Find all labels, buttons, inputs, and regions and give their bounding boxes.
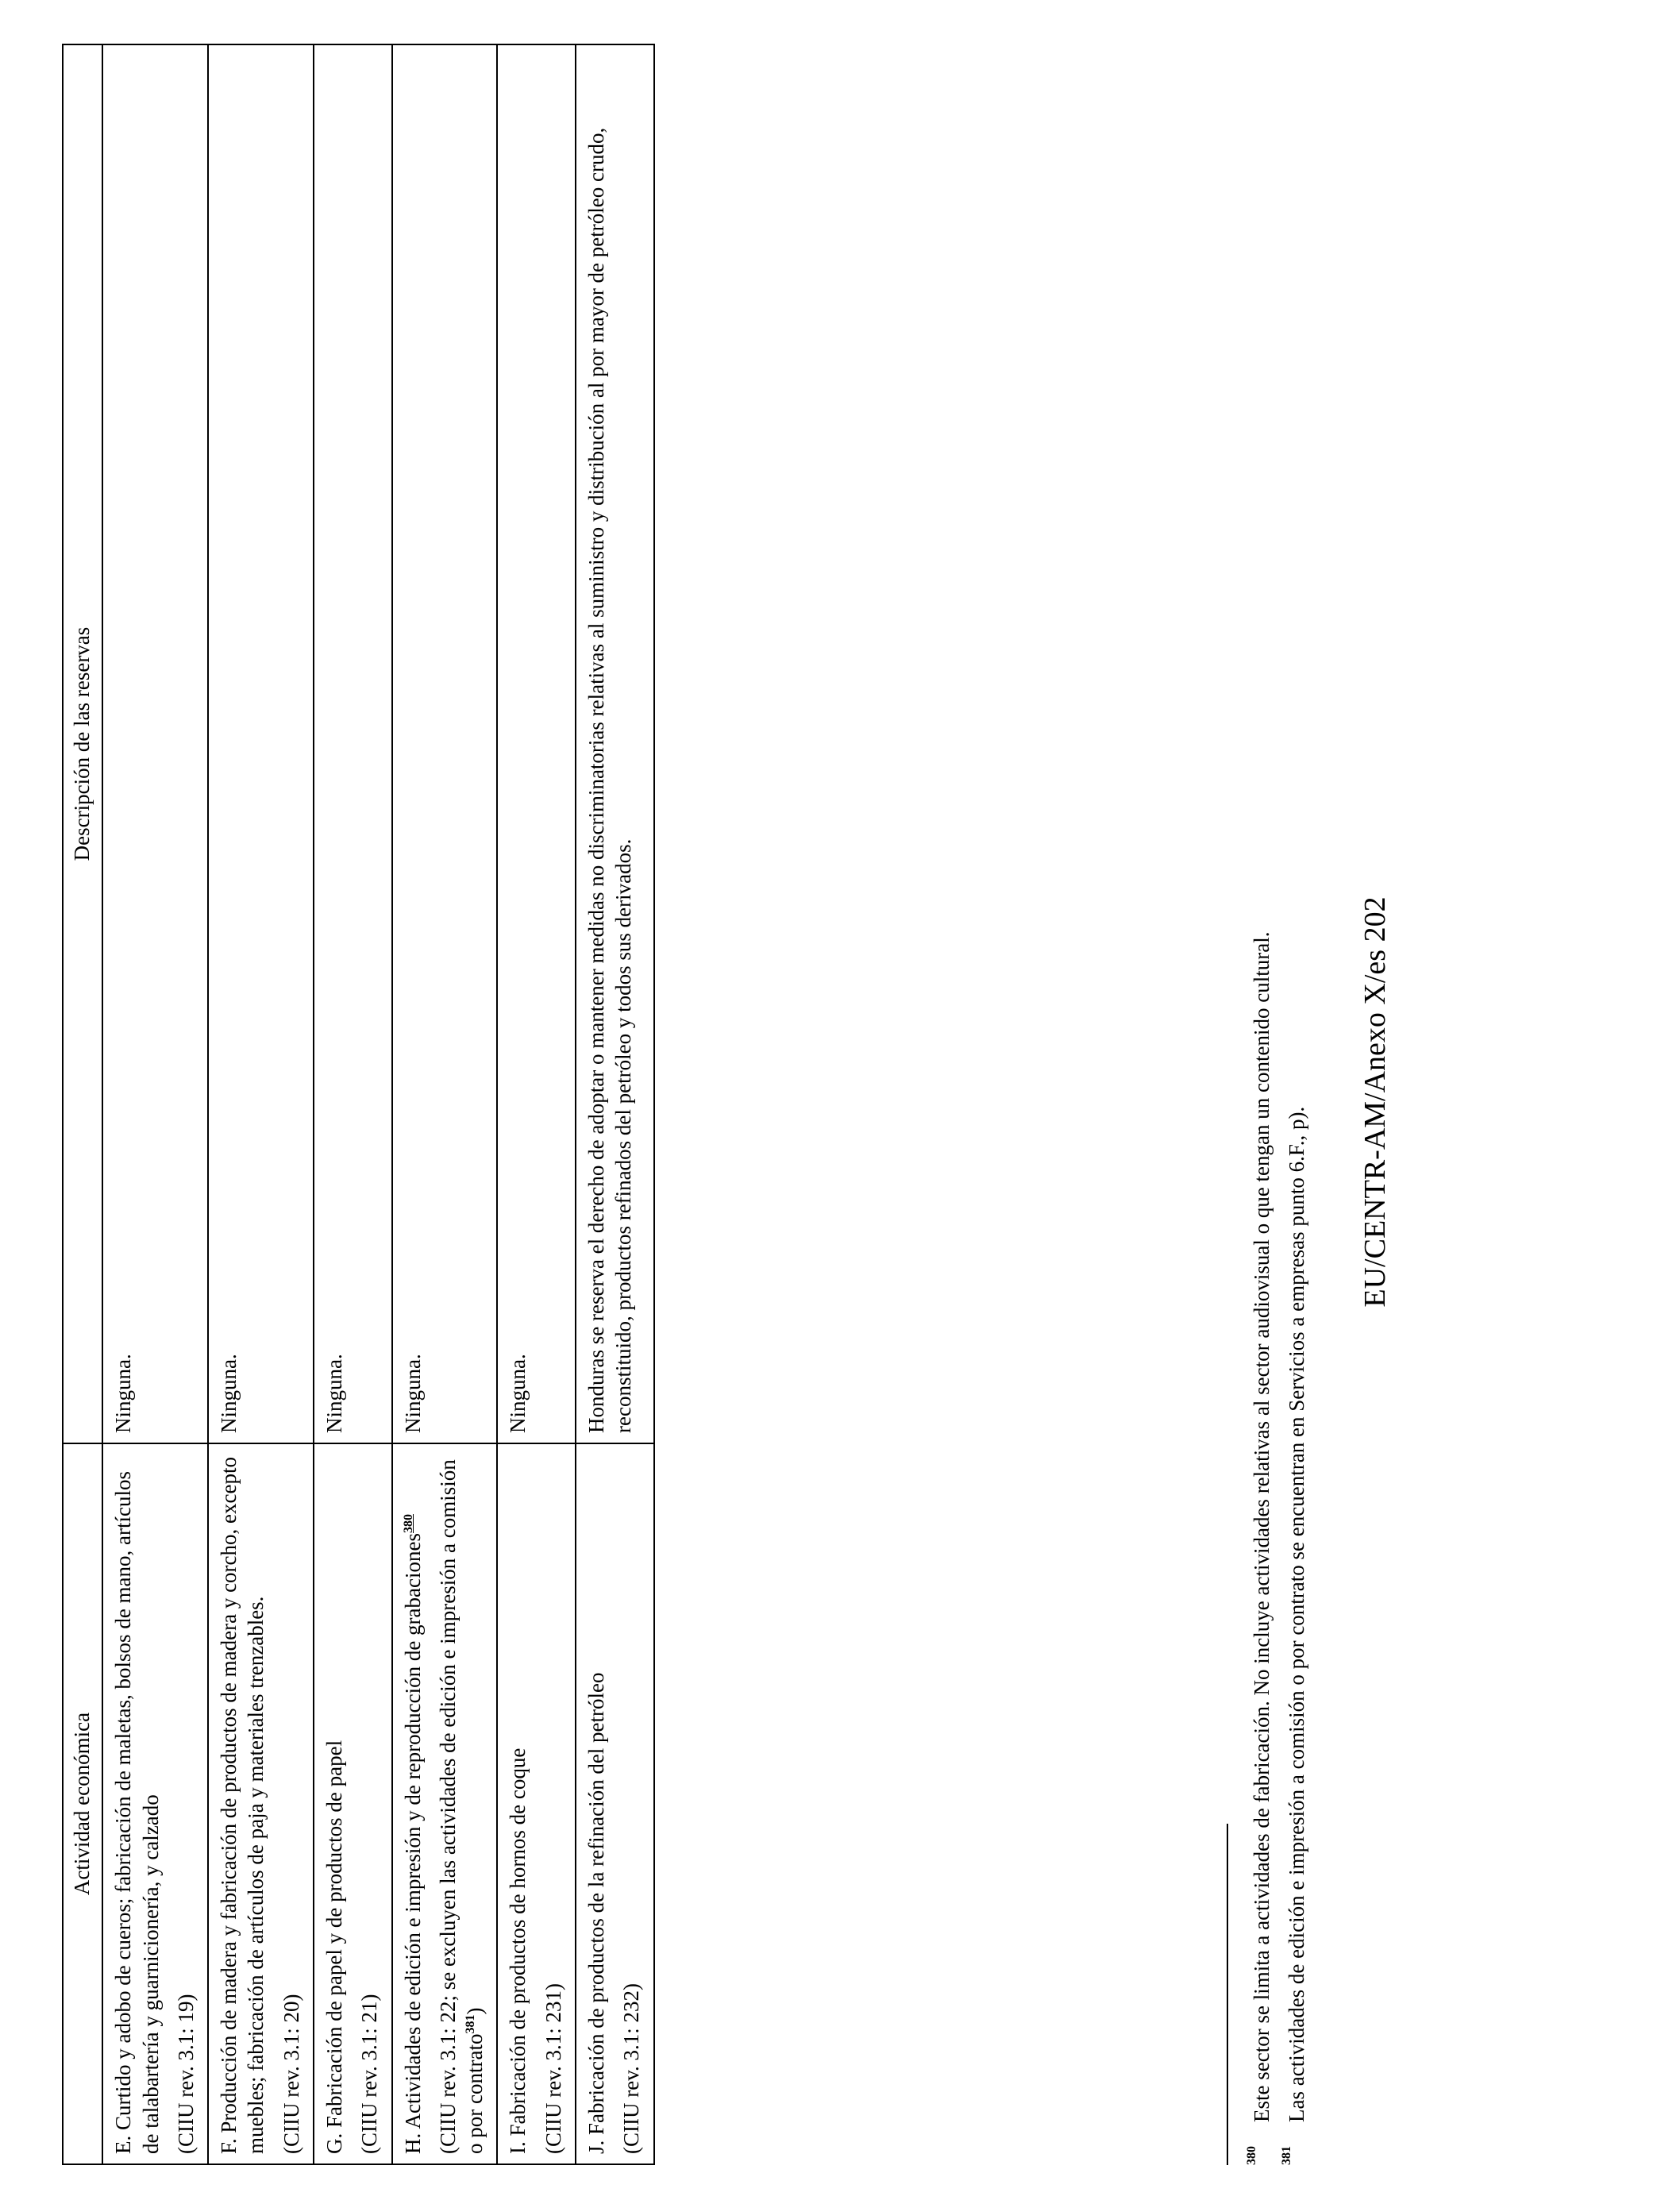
reservations-table bbox=[62, 44, 655, 2165]
table-row bbox=[314, 44, 392, 2164]
footnote-380 bbox=[1245, 37, 1280, 2165]
description-cell bbox=[576, 44, 654, 1443]
header-description: Descripción de las reservas bbox=[63, 44, 102, 1443]
ciiu-code: (CIIU rev. 3.1: 21) bbox=[357, 1994, 382, 2154]
activity-text: J. Fabricación de productos de la refinación del petróleo bbox=[584, 1672, 608, 2154]
footnote-number: 381 bbox=[1279, 2146, 1293, 2165]
activity-paragraph bbox=[399, 1454, 426, 2154]
table-row bbox=[576, 44, 654, 2164]
footnote-text: Este sector se limita a actividades de fabricación. No incluye actividades relativas al sector audiovisual o que tengan un contenido cultural. bbox=[1250, 931, 1273, 2122]
footnote-381 bbox=[1280, 37, 1315, 2165]
description-text: Ninguna. bbox=[400, 1354, 425, 1433]
activity-text: E. Curtido y adobo de cueros; fabricación de maletas, bolsos de mano, artículos de talabartería y guarnicionería, y calzado bbox=[111, 1470, 163, 2154]
activity-cell bbox=[102, 1443, 208, 2164]
footnote-separator bbox=[1227, 1824, 1228, 2165]
footnote-ref-381[interactable]: 381 bbox=[464, 2014, 478, 2034]
table-row bbox=[497, 44, 576, 2164]
description-text: Honduras se reserva el derecho de adoptar o mantener medidas no discriminatorias relativas al suministro y distribución al por mayor de petróleo crudo, reconstituido, productos refinados del petróleo y todos sus derivados. bbox=[584, 127, 636, 1433]
activity-cell bbox=[497, 1443, 576, 2164]
activity-cell bbox=[576, 1443, 654, 2164]
ciiu-code: (CIIU rev. 3.1: 19) bbox=[173, 1994, 198, 2154]
description-text: Ninguna. bbox=[322, 1354, 346, 1433]
table-header-row bbox=[63, 44, 102, 2164]
description-text: Ninguna. bbox=[506, 1354, 530, 1433]
ciiu-code-close: ) bbox=[463, 2007, 487, 2015]
description-cell bbox=[392, 44, 498, 1443]
activity-cell bbox=[208, 1443, 314, 2164]
description-text: Ninguna. bbox=[217, 1354, 241, 1433]
footnote-ref-380[interactable]: 380 bbox=[401, 1514, 415, 1533]
ciiu-code: (CIIU rev. 3.1: 22; se excluyen las actividades de edición e impresión a comisión o por contrato bbox=[435, 1459, 487, 2154]
description-text: Ninguna. bbox=[111, 1354, 136, 1433]
ciiu-code: (CIIU rev. 3.1: 232) bbox=[619, 1983, 644, 2154]
activity-text: H. Actividades de edición e impresión y de reproducción de grabaciones bbox=[400, 1533, 425, 2154]
footnote-number: 380 bbox=[1245, 2146, 1258, 2165]
table-row bbox=[102, 44, 208, 2164]
footnote-text: Las actividades de edición e impresión a comisión o por contrato se encuentran en Servicios a empresas punto 6.F., p). bbox=[1284, 1106, 1308, 2122]
activity-text: G. Fabricación de papel y de productos de papel bbox=[322, 1740, 346, 2154]
description-cell bbox=[314, 44, 392, 1443]
description-cell bbox=[208, 44, 314, 1443]
description-cell bbox=[497, 44, 576, 1443]
table-row bbox=[208, 44, 314, 2164]
header-activity: Actividad económica bbox=[63, 1443, 102, 2164]
page-footer: EU/CENTR-AM/Anexo X/es 202 bbox=[1358, 896, 1392, 1308]
ciiu-code: (CIIU rev. 3.1: 20) bbox=[279, 1994, 303, 2154]
ciiu-code: (CIIU rev. 3.1: 231) bbox=[541, 1983, 565, 2154]
activity-text: F. Producción de madera y fabricación de productos de madera y corcho, excepto muebles; fabricación de artículos de paja y materiales trenzables. bbox=[217, 1457, 268, 2154]
activity-cell bbox=[392, 1443, 498, 2164]
table-row bbox=[392, 44, 498, 2164]
footnotes bbox=[1245, 37, 1314, 2165]
description-cell bbox=[102, 44, 208, 1443]
ciiu-paragraph bbox=[434, 1454, 489, 2154]
activity-text: I. Fabricación de productos de hornos de coque bbox=[506, 1747, 530, 2154]
activity-cell bbox=[314, 1443, 392, 2164]
